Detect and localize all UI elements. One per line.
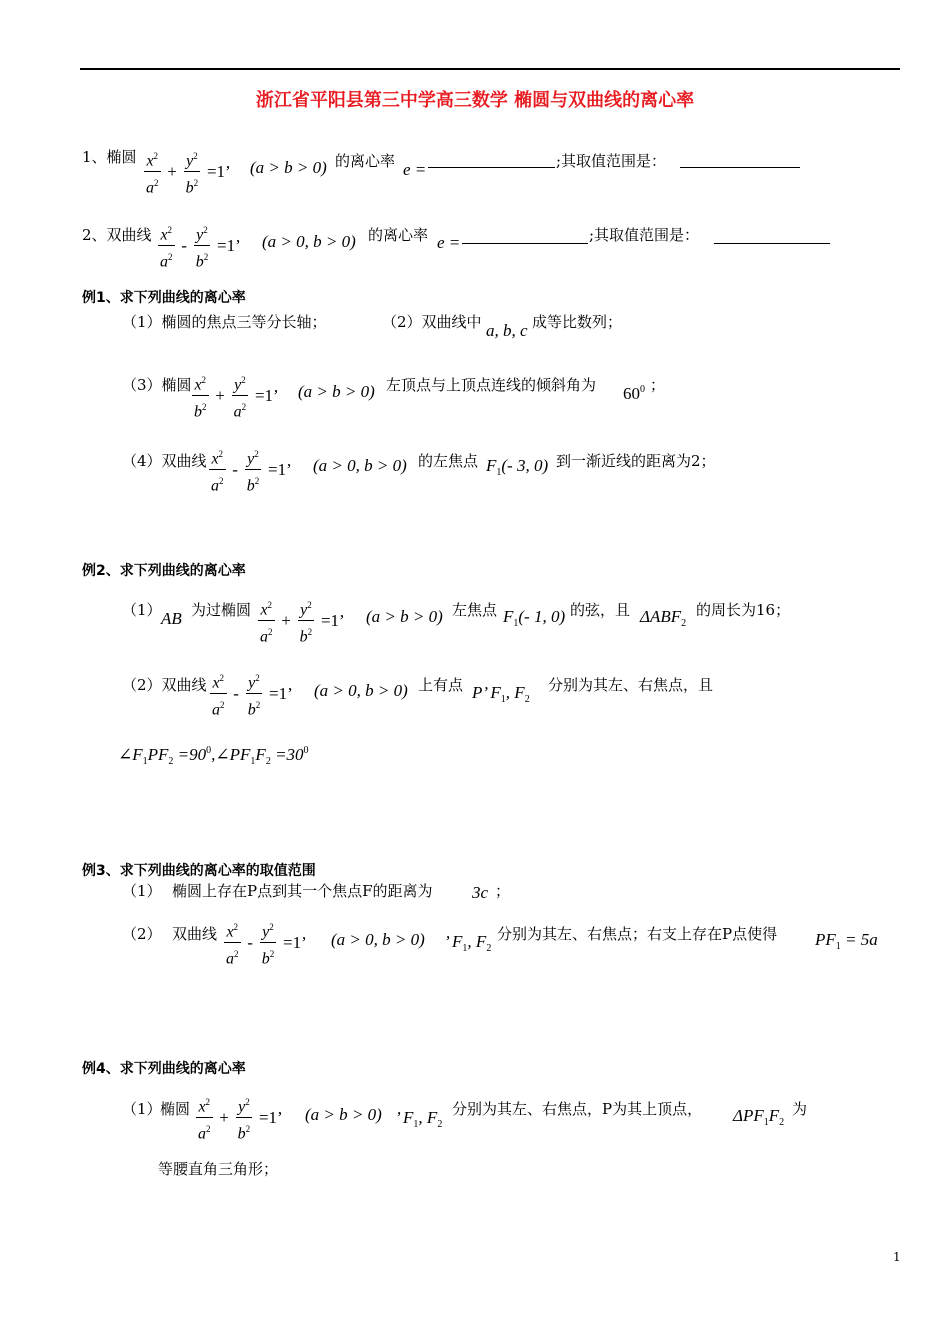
ex1-p3-condition: (a > b > 0) [298, 382, 375, 401]
ex3-p2-equation: $PF_1 = 5a$ [815, 930, 878, 952]
ex4-p1-foci: ’ $F_1$, $F_2$ [395, 1108, 443, 1130]
example-4-heading: 例4、求下列曲线的离心率 [82, 1061, 246, 1077]
ex1-p3-text: 左顶点与上顶点连线的倾斜角为 [386, 376, 597, 394]
ex4-p1-condition: (a > b > 0) [305, 1105, 382, 1124]
ex2-p2-angles: $\angle F_1PF_2$ $=90^0,\angle PF_1F_2 =30^0$ [118, 745, 309, 767]
ex4-p1-triangle: $\Delta PF_1F_2$ [733, 1106, 785, 1128]
q1-condition: (a > b > 0) [250, 158, 327, 177]
q1-number: 1、 [82, 148, 107, 166]
ex1-part-3-label: （3）椭圆 [122, 376, 192, 394]
example-3-heading: 例3、求下列曲线的离心率的取值范围 [82, 863, 316, 879]
ex2-p1-num: （1） [122, 601, 162, 619]
ex4-p1-label: 椭圆 [160, 1100, 191, 1118]
example-2-heading: 例2、求下列曲线的离心率 [82, 563, 246, 579]
ex2-p1-end: 的周长为16； [696, 601, 791, 619]
ex1-p4-end: 到一渐近线的距离为2； [556, 452, 716, 470]
q2-range-blank[interactable] [714, 229, 830, 244]
ex1-abc: a, b, c [486, 321, 528, 340]
ex3-p2-num: （2） [122, 925, 162, 943]
q2-formula: $\frac{x^2}{a^2}$ - $\frac{y^2}{b^2}$ =1’ [156, 220, 241, 274]
ex4-p1-formula: $\frac{x^2}{a^2}$ + $\frac{y^2}{b^2}$ =1’ [194, 1092, 283, 1146]
ex2-part-2-label: （2）双曲线 [122, 676, 207, 694]
ex1-p4-text: 的左焦点 [418, 452, 479, 470]
q2-range-label: ;其取值范围是： [589, 226, 700, 244]
ex2-p1-chord: 的弦，且 [570, 601, 631, 619]
ex3-p2-label: 双曲线 [172, 925, 218, 943]
q2-label: 的离心率 [368, 226, 429, 244]
q2-e: e = [437, 233, 461, 252]
q2-condition: (a > 0, b > 0) [262, 232, 356, 251]
ex3-p1-num: （1） [122, 882, 162, 900]
ex2-p1-focus-label: 左焦点 [452, 601, 498, 619]
ex4-p1-text: 分别为其左、右焦点，P为其上顶点， [452, 1100, 703, 1118]
q1-curve: 椭圆 [106, 148, 137, 166]
ex2-p1-triangle: $\Delta ABF_2$ [640, 607, 687, 629]
ex2-p2-point-label: 上有点 [418, 676, 464, 694]
ex4-p1-end: 等腰直角三角形； [158, 1160, 279, 1178]
q1-range-label: ;其取值范围是： [556, 152, 667, 170]
ex2-p2-text: 分别为其左、右焦点，且 [548, 676, 714, 694]
q1-formula: $\frac{x^2}{a^2}$ + $\frac{y^2}{b^2}$ =1’ [142, 146, 231, 200]
ex3-p1-3c: 3c [472, 883, 489, 902]
q1-e: e = [403, 160, 427, 179]
ex2-p2-formula: $\frac{x^2}{a^2}$ - $\frac{y^2}{b^2}$ =1’ [208, 668, 293, 722]
ex1-part-2: （2）双曲线中 [382, 313, 482, 331]
ex3-p2-foci: ’ $F_1$, $F_2$ [444, 932, 492, 954]
ex2-p2-condition: (a > 0, b > 0) [314, 681, 408, 700]
question-1 [82, 146, 137, 167]
q2-answer-blank[interactable] [462, 229, 588, 244]
question-2 [82, 224, 152, 245]
ex2-p2-foci: P’ $F_1$, $F_2$ [472, 683, 530, 705]
ex4-p1-for: 为 [792, 1100, 808, 1118]
ex3-p2-text: 分别为其左、右焦点；右支上存在P点使得 [497, 925, 778, 943]
ex1-part-1: （1）椭圆的焦点三等分长轴； [122, 313, 327, 331]
example-1-heading: 例1、求下列曲线的离心率 [82, 290, 246, 306]
ex3-p2-formula: $\frac{x^2}{a^2}$ - $\frac{y^2}{b^2}$ =1’ [222, 917, 307, 971]
ex3-p1-text: 椭圆上存在P点到其一个焦点F的距离为 [172, 882, 433, 900]
ex1-part-2-end: 成等比数列； [532, 313, 623, 331]
ex4-p1-num: （1） [122, 1100, 162, 1118]
ex2-p1-condition: (a > b > 0) [366, 607, 443, 626]
ex1-part-4-label: （4）双曲线 [122, 452, 207, 470]
ex1-p4-focus: $F_1(-$ 3, 0) [486, 456, 549, 478]
ex2-p1-text: 为过椭圆 [191, 601, 252, 619]
ex1-p3-end: ； [650, 376, 666, 394]
ex2-p1-formula: $\frac{x^2}{a^2}$ + $\frac{y^2}{b^2}$ =1’ [256, 595, 345, 649]
ex2-p1-ab: AB [161, 609, 182, 628]
q2-curve: 双曲线 [106, 226, 152, 244]
page-title: 浙江省平阳县第三中学高三数学 椭圆与双曲线的离心率 [255, 90, 695, 111]
q1-answer-blank[interactable] [428, 153, 555, 168]
ex3-p2-condition: (a > 0, b > 0) [331, 930, 425, 949]
page-number: 1 [893, 1250, 901, 1264]
header-rule [80, 68, 900, 70]
ex3-p1-end: ； [495, 882, 511, 900]
q2-number: 2、 [82, 226, 107, 244]
q1-label: 的离心率 [335, 152, 396, 170]
ex1-p4-formula: $\frac{x^2}{a^2}$ - $\frac{y^2}{b^2}$ =1’ [207, 444, 292, 498]
ex1-p4-condition: (a > 0, b > 0) [313, 456, 407, 475]
q1-range-blank[interactable] [680, 153, 800, 168]
ex1-p3-formula: $\frac{x^2}{b^2}$ + $\frac{y^2}{a^2}$ =1’ [190, 370, 279, 424]
ex1-p3-angle: $60^0$ [623, 384, 645, 403]
ex2-p1-focus: $F_1(-$ 1, 0) [503, 607, 566, 629]
